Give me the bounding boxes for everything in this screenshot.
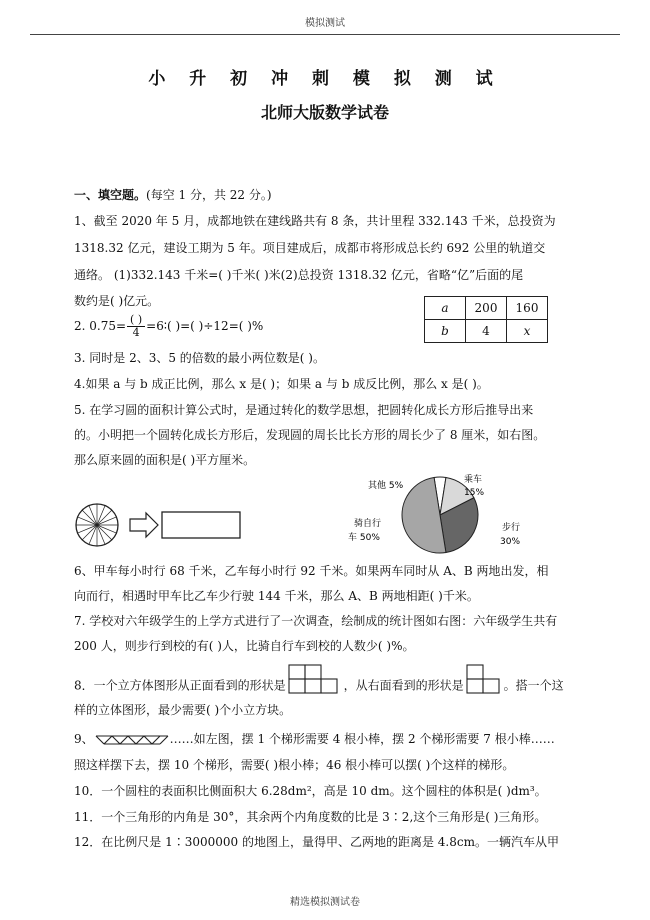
q8-text-b: ，从右面看到的形状是 <box>343 678 464 693</box>
section-heading <box>74 186 272 203</box>
q10-line: 10．一个圆柱的表面积比侧面积大 6.28dm²，高是 10 dm。这个圆柱的体积是( )dm³。 <box>74 784 547 798</box>
q2-fraction <box>127 314 145 339</box>
q9-line2: 照这样摆下去，摆 10 个梯形，需要( )根小棒；46 根小棒可以摆( )个这样的梯形。 <box>74 758 515 772</box>
q9-text-a: 9、 <box>74 732 94 746</box>
page-header: 模拟测试 <box>305 18 345 29</box>
q4-line: 4.如果 a 与 b 成正比例，那么 x 是( )；如果 a 与 b 成反比例，那么 x 是( )。 <box>74 377 489 391</box>
q8-line2: 样的立体图形，最少需要( )个小立方块。 <box>74 703 292 717</box>
front-view-shape <box>288 664 342 696</box>
q8-text-c: 。搭一个这 <box>503 678 564 693</box>
q2-prefix: 2. 0.75= <box>74 319 127 333</box>
right-view-shape <box>466 664 502 696</box>
q1-line3: 通络。 (1)332.143 千米=( )千米( )米(2)总投资 1318.32 亿元，省略“亿”后面的尾 <box>74 268 524 282</box>
q6-line2: 向而行，相遇时甲车比乙车少行驶 144 千米，那么 A、B 两地相距( )千米。 <box>74 589 479 603</box>
table-row <box>425 297 548 320</box>
trapezoid-pattern <box>95 734 169 746</box>
q5-line3: 那么原来圆的面积是( )平方厘米。 <box>74 453 256 467</box>
table-cell: 200 <box>466 297 507 320</box>
table-cell: a <box>425 297 466 320</box>
rectangle-shape <box>162 512 240 538</box>
page-title: 小 升 初 冲 刺 模 拟 测 试 <box>148 69 502 89</box>
q2-line <box>74 314 263 339</box>
table-cell: 4 <box>466 320 507 343</box>
q2-numerator: ( ) <box>127 314 145 327</box>
pie-label-bus: 乘车 <box>464 475 483 485</box>
pie-label-walk: 步行 <box>502 523 521 533</box>
transport-pie-chart <box>340 470 540 560</box>
q7-line2: 200 人，则步行到校的有( )人，比骑自行车到校的人数少( )%。 <box>74 639 415 653</box>
pie-label-bus-pct: 15% <box>464 488 485 498</box>
circle-to-rectangle-diagram <box>72 500 252 550</box>
circle-sectors <box>76 504 118 546</box>
arrow-right-icon <box>130 513 158 537</box>
q9-line1 <box>74 730 555 747</box>
ab-table <box>424 296 548 343</box>
q5-line2: 的。小明把一个圆转化成长方形后，发现圆的周长比长方形的周长少了 8 厘米，如右图。 <box>74 428 546 442</box>
q1-line2: 1318.32 亿元，建设工期为 5 年。项目建成后，成都市将形成总长约 692 公里的轨道交 <box>74 241 546 255</box>
q11-line: 11．一个三角形的内角是 30°，其余两个内角度数的比是 3∶2,这个三角形是( )三角形。 <box>74 810 547 824</box>
q9-text-b: ……如左图，摆 1 个梯形需要 4 根小棒，摆 2 个梯形需要 7 根小棒…… <box>169 732 555 746</box>
page-footer: 精选模拟测试卷 <box>290 897 360 908</box>
section-note: (每空 1 分，共 22 分。) <box>146 188 272 202</box>
table-row <box>425 320 548 343</box>
q2-suffix: =6∶( )=( )÷12=( )% <box>146 319 264 333</box>
section-title: 一、填空题。 <box>74 188 147 202</box>
pie-label-other: 其他 5% <box>368 481 404 491</box>
q7-line1: 7. 学校对六年级学生的上学方式进行了一次调查，绘制成的统计图如右图：六年级学生共有 <box>74 614 558 628</box>
q8-line1 <box>74 676 564 696</box>
pie-label-bike: 骑自行 <box>354 519 382 529</box>
q2-denominator: 4 <box>132 326 140 339</box>
pie-label-walk-pct: 30% <box>500 537 521 547</box>
q3-line: 3. 同时是 2、3、5 的倍数的最小两位数是( )。 <box>74 351 325 365</box>
q5-line1: 5. 在学习圆的面积计算公式时，是通过转化的数学思想，把圆转化成长方形后推导出来 <box>74 403 534 417</box>
header-rule <box>30 34 620 35</box>
table-cell: x <box>507 320 548 343</box>
q8-text-a: 8．一个立方体图形从正面看到的形状是 <box>74 678 286 693</box>
pie-label-bike-pct: 车 50% <box>348 533 380 543</box>
q12-line: 12．在比例尺是 1∶3000000 的地图上，量得甲、乙两地的距离是 4.8cm。一辆汽车从甲 <box>74 835 559 849</box>
table-cell: 160 <box>507 297 548 320</box>
q1-line1: 1、截至 2020 年 5 月，成都地铁在建线路共有 8 条，共计里程 332.143 千米，总投资为 <box>74 214 556 228</box>
q1-line4: 数约是( )亿元。 <box>74 294 160 308</box>
table-cell: b <box>425 320 466 343</box>
q6-line1: 6、甲车每小时行 68 千米，乙车每小时行 92 千米。如果两车同时从 A、B 两地出发，相 <box>74 564 549 578</box>
page-subtitle: 北师大版数学试卷 <box>260 103 389 122</box>
